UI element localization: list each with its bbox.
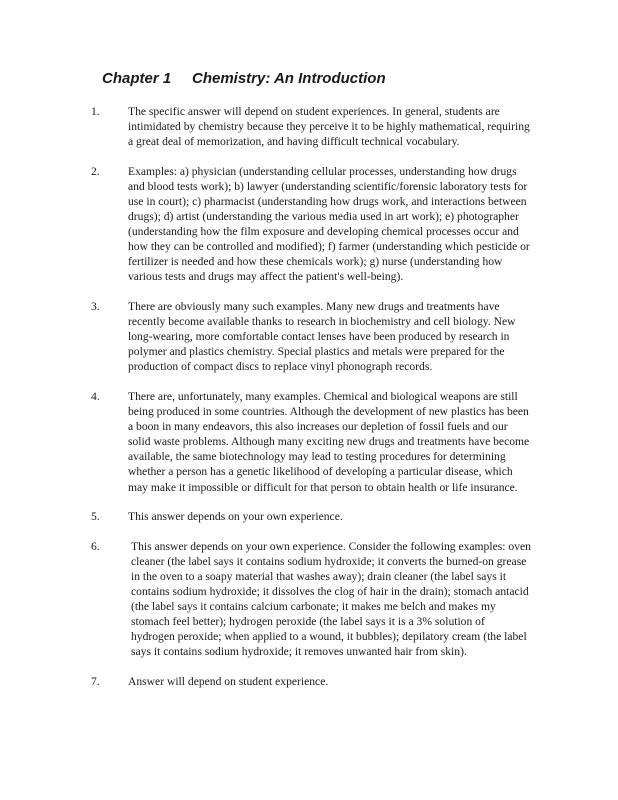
answer-number: 2. bbox=[91, 164, 100, 178]
answer-item-5 bbox=[91, 509, 531, 524]
answer-text: Examples: a) physician (understanding cellular processes, understanding how drugs and blood tests work); b) lawyer (understanding scientific/forensic laboratory tests for use in court); c) pharmacist (understanding how drugs work, and interactions between drugs); d) artist (understanding the various media used in art work); e) photographer (understanding how the film exposure and developing chemical processes occur and how they can be controlled and modified); f) farmer (understanding which pesticide or fertilizer is needed and how these chemicals work); g) nurse (understanding how various tests and drugs may affect the patient's well-being). bbox=[128, 164, 530, 284]
answer-text: There are, unfortunately, many examples. Chemical and biological weapons are still being produced in some countries. Although the development of new plastics has been a boon in many endeavors, this also increases our depletion of fossil fuels and our solid waste problems. Although many exciting new drugs and treatments have become available, the same biotechnology may lead to testing procedures for determining whether a person has a genetic likelihood of developing a particular disease, which may make it impossible or difficult for that person to obtain health or life insurance. bbox=[128, 390, 530, 494]
answer-text: This answer depends on your own experience. bbox=[128, 510, 343, 524]
answer-list bbox=[91, 104, 531, 704]
answer-item-7 bbox=[91, 674, 531, 689]
answer-text: Answer will depend on student experience. bbox=[128, 675, 329, 688]
answer-number: 4. bbox=[91, 390, 100, 403]
answer-number: 6. bbox=[91, 539, 100, 553]
answer-item-1 bbox=[91, 104, 531, 149]
answer-item-4 bbox=[91, 389, 531, 495]
answer-number: 1. bbox=[91, 105, 100, 118]
answer-number: 7. bbox=[91, 675, 100, 688]
chapter-heading bbox=[102, 70, 386, 87]
answer-text: The specific answer will depend on student experiences. In general, students are intimidated by chemistry because they perceive it to be highly mathematical, requiring a great deal of memorization, and having difficult technical vocabulary. bbox=[128, 105, 530, 149]
answer-number: 5. bbox=[91, 510, 100, 524]
answer-number: 3. bbox=[91, 300, 100, 314]
chapter-label: Chapter 1 bbox=[102, 70, 172, 87]
answer-item-6 bbox=[91, 539, 531, 660]
answer-text: This answer depends on your own experience. Consider the following examples: oven cleaner (the label says it contains sodium hydroxide; it converts the burned-on grease in the oven to a soapy material that washes away); drain cleaner (the label says it contains sodium hydroxide; it dissolves the clog of hair in the drain); stomach antacid (the label says it contains calcium carbonate; it makes me belch and makes my stomach feel better); hydrogen peroxide (the label says it is a 3% solution of hydrogen peroxide; when applied to a wound, it bubbles); depilatory cream (the label says it contains sodium hydroxide; it removes unwanted hair from skin). bbox=[131, 539, 531, 659]
answer-item-2 bbox=[91, 164, 531, 285]
answer-item-3 bbox=[91, 299, 531, 374]
chapter-title: Chemistry: An Introduction bbox=[192, 70, 386, 87]
answer-text: There are obviously many such examples. Many new drugs and treatments have recently become available thanks to research in biochemistry and cell biology. New long-wearing, more comfortable contact lenses have been produced by research in polymer and plastics chemistry. Special plastics and metals were prepared for the production of compact discs to replace vinyl phonograph records. bbox=[128, 300, 516, 374]
